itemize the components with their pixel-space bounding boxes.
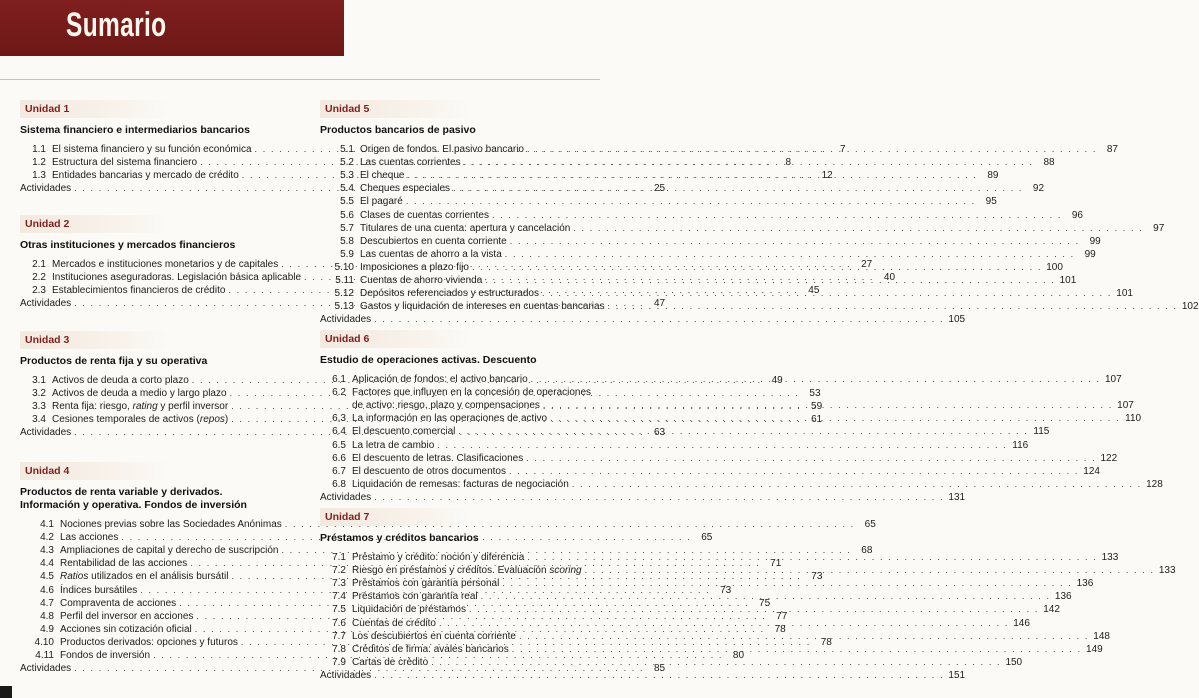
entry-title: Las cuentas de ahorro a la vista — [360, 248, 502, 260]
toc-entry[interactable] — [328, 157, 1055, 170]
page-title: Sumario — [66, 6, 167, 44]
entry-page: 75 — [759, 597, 771, 609]
leader-dots — [539, 288, 1115, 298]
entry-title: Cuentas de crédito — [352, 617, 436, 629]
leader-dots — [450, 183, 1026, 193]
entry-title: Titulares de una cuenta: apertura y cancelación — [360, 222, 571, 234]
activities-page: 131 — [948, 491, 966, 503]
unit-title: Otras instituciones y mercados financieros — [20, 239, 236, 251]
leader-dots — [569, 479, 1145, 489]
entry-page: 97 — [1153, 222, 1165, 234]
activities-entry[interactable] — [320, 314, 966, 327]
activities-page: 105 — [948, 314, 966, 326]
entry-title: El sistema financiero y su función económica — [52, 144, 252, 155]
entry-page: 96 — [1071, 209, 1083, 221]
leader-dots — [605, 301, 1181, 311]
entry-page: 107 — [1104, 374, 1122, 385]
leader-dots — [404, 170, 980, 180]
entry-page: 150 — [1005, 656, 1023, 668]
entry-title: Préstamos con garantía real — [352, 591, 478, 603]
entry-title: Liquidación de préstamos — [352, 604, 466, 616]
leader-dots — [540, 400, 1116, 413]
toc-entry[interactable] — [328, 452, 1118, 466]
entry-title: Créditos de firma: avales bancarios — [352, 643, 509, 655]
entry-title: Mercados e instituciones monetarios y de capitales — [52, 259, 279, 270]
activities-label: Actividades — [20, 663, 72, 675]
unit-label: Unidad 7 — [320, 508, 470, 526]
entry-title: Fondos de inversión — [60, 650, 151, 661]
activities-entry[interactable] — [20, 663, 666, 676]
leader-dots — [428, 657, 1004, 667]
leader-dots — [523, 453, 1099, 463]
entry-title: Riesgo en préstamos y créditos. Evaluación scoring — [352, 565, 582, 577]
unit-label: Unidad 6 — [320, 330, 470, 348]
entry-title: El pagaré — [360, 196, 403, 208]
leader-dots — [461, 157, 1037, 167]
entry-page: 146 — [1013, 617, 1030, 629]
entry-number: 4.7 — [40, 597, 54, 609]
entry-page: 142 — [1043, 604, 1060, 616]
entry-number: 7.5 — [332, 604, 346, 616]
entry-page: 65 — [701, 532, 713, 544]
entry-page: 49 — [771, 375, 783, 386]
entry-title: Aplicación de fondos: el activo bancario — [352, 374, 528, 385]
entry-title: Clases de cuentas corrientes — [360, 209, 489, 221]
entry-title: Nociones previas sobre las Sociedades Anónimas — [60, 519, 282, 530]
activities-page: 151 — [948, 669, 966, 681]
activities-label: Actividades — [320, 491, 372, 503]
entry-title: Préstamo y crédito: noción y diferencia — [352, 552, 525, 563]
entry-number: 4.4 — [40, 558, 54, 570]
entry-number: 7.3 — [332, 578, 346, 590]
entry-title: Activos de deuda a medio y largo plazo — [52, 388, 227, 400]
unit-label: Unidad 3 — [20, 331, 170, 349]
entry-page: 124 — [1083, 465, 1100, 477]
entry-number: 2.1 — [32, 259, 46, 270]
toc-entry[interactable] — [328, 439, 1029, 453]
unit-title: Información y operativa. Fondos de inversión — [20, 499, 247, 511]
entry-page: 107 — [1117, 400, 1134, 412]
entry-title: Entidades bancarias y mercado de crédito — [52, 170, 239, 182]
unit-title: Productos de renta variable y derivados. — [20, 486, 223, 498]
entry-page: 99 — [1084, 248, 1096, 260]
entry-page: 133 — [1101, 552, 1119, 563]
entry-title: El cheque — [360, 170, 405, 182]
entry-title: Cesiones temporales de activos (repos) — [52, 414, 229, 426]
entry-number: 5.3 — [340, 170, 354, 182]
entry-page: 73 — [811, 571, 823, 583]
entry-number: 5.11 — [335, 275, 354, 286]
leader-dots — [469, 262, 1045, 272]
leader-dots — [489, 210, 1065, 220]
entry-page: 101 — [1059, 275, 1077, 286]
entry-number: 7.1 — [332, 552, 346, 563]
entry-page: 59 — [811, 401, 823, 413]
leader-dots — [502, 249, 1078, 259]
entry-number: 1.2 — [32, 157, 46, 169]
entry-number: 6.4 — [332, 426, 346, 438]
entry-title-continued: de activo: riesgo, plazo y compensaciones — [352, 400, 540, 412]
entry-page: 88 — [1043, 157, 1055, 169]
entry-number: 6.5 — [332, 439, 346, 451]
entry-number: 7.6 — [332, 617, 346, 629]
leader-dots — [434, 440, 1010, 450]
leader-dots — [499, 578, 1075, 588]
entry-title: Renta fija: riesgo, rating y perfil inversor — [52, 401, 229, 413]
toc-entry[interactable] — [328, 222, 1165, 236]
entry-page: 77 — [776, 610, 788, 622]
entry-number: 6.2 — [332, 387, 346, 399]
unit-label: Unidad 4 — [20, 462, 170, 480]
entry-page: 115 — [1033, 426, 1050, 438]
entry-page: 116 — [1012, 439, 1029, 451]
entry-number: 6.8 — [332, 478, 346, 490]
entry-number: 6.7 — [332, 465, 346, 477]
entry-number: 4.3 — [40, 545, 54, 557]
entry-title: Índices bursátiles — [60, 584, 138, 596]
entry-number: 7.8 — [332, 643, 346, 655]
leader-dots — [436, 618, 1012, 628]
entry-title: Cuentas de ahorro vivienda — [360, 275, 483, 286]
toc-entry[interactable] — [328, 196, 997, 209]
unit-label: Unidad 2 — [20, 215, 170, 233]
entry-number: 7.7 — [332, 630, 346, 642]
entry-number: 4.2 — [40, 532, 54, 544]
toc-entry[interactable] — [328, 552, 1119, 565]
entry-page: 40 — [883, 272, 896, 284]
entry-page: 110 — [1125, 413, 1142, 425]
entry-title: Descubiertos en cuenta corriente — [360, 235, 507, 247]
leader-dots — [570, 223, 1146, 233]
leader-dots — [455, 426, 1031, 439]
entry-page: 89 — [987, 170, 999, 182]
toc-entry[interactable] — [328, 248, 1096, 262]
entry-number: 1.3 — [32, 170, 46, 182]
entry-number: 2.3 — [32, 285, 46, 297]
activities-label: Actividades — [320, 314, 372, 326]
entry-page: 71 — [770, 558, 782, 570]
toc-entry[interactable] — [328, 144, 1118, 157]
entry-title: Depósitos referenciados y estructurados — [360, 288, 539, 300]
entry-title: Establecimientos financieros de crédito — [52, 285, 226, 297]
entry-number: 3.2 — [32, 388, 46, 400]
entry-title: Las cuentas corrientes — [360, 157, 461, 169]
entry-page: 101 — [1116, 288, 1133, 300]
leader-dots — [516, 631, 1092, 641]
entry-page: 92 — [1032, 183, 1045, 195]
entry-number: 4.1 — [40, 519, 54, 530]
activities-page: 25 — [653, 183, 666, 195]
toc-entry[interactable] — [328, 235, 1101, 249]
leader-dots — [509, 644, 1085, 654]
entry-page: 73 — [720, 584, 732, 596]
entry-page: 78 — [820, 636, 832, 648]
toc-entry[interactable] — [28, 519, 876, 532]
entry-title: Origen de fondos. El pasivo bancario — [360, 144, 524, 155]
entry-number: 5.8 — [340, 235, 354, 247]
entry-number: 2.2 — [32, 272, 46, 284]
leader-dots — [371, 314, 947, 324]
entry-title: Imposiciones a plazo fijo — [360, 261, 469, 273]
leader-dots — [482, 275, 1058, 285]
entry-number: 5.7 — [340, 222, 354, 234]
entry-title: Ampliaciones de capital y derecho de suscripción — [60, 545, 279, 557]
entry-page: 65 — [864, 519, 876, 530]
entry-title: El descuento comercial — [352, 426, 456, 438]
entry-number: 5.13 — [334, 301, 354, 313]
entry-title: Cheques especiales — [360, 183, 451, 195]
entry-page: 68 — [861, 545, 873, 557]
title-banner — [0, 0, 344, 56]
entry-page: 148 — [1093, 630, 1110, 642]
entry-number: 4.5 — [40, 571, 54, 583]
leader-dots — [371, 492, 947, 502]
entry-page: 78 — [774, 623, 786, 635]
entry-title: El descuento de letras. Clasificaciones — [352, 452, 524, 464]
entry-page: 87 — [1106, 144, 1118, 155]
entry-page: 128 — [1146, 478, 1163, 490]
unit-title: Estudio de operaciones activas. Descuento — [320, 354, 537, 366]
entry-page: 7 — [839, 144, 846, 155]
header-divider — [0, 79, 600, 80]
entry-title: Acciones sin cotización oficial — [60, 623, 192, 635]
leader-dots — [466, 604, 1042, 614]
activities-label: Actividades — [320, 669, 372, 681]
entry-title: Gastos y liquidación de intereses en cuentas bancarias — [360, 301, 605, 313]
entry-number: 4.10 — [34, 636, 54, 648]
entry-title: Préstamos con garantía personal — [352, 578, 500, 590]
activities-page: 63 — [653, 427, 666, 439]
leader-dots — [524, 144, 1100, 154]
entry-number: 7.4 — [332, 591, 346, 603]
corner-mark — [0, 686, 12, 698]
leader-dots — [524, 552, 1100, 562]
entry-title: Liquidación de remesas: facturas de negociación — [352, 478, 569, 490]
entry-page: 102 — [1181, 301, 1199, 313]
entry-number: 5.1 — [340, 144, 354, 155]
entry-page: 136 — [1076, 578, 1094, 590]
entry-title: Factores que influyen en la concesión de operaciones — [352, 387, 592, 399]
entry-number: 5.4 — [340, 183, 354, 195]
entry-number: 3.3 — [32, 401, 46, 413]
entry-number: 5.6 — [340, 209, 354, 221]
entry-number: 7.2 — [332, 565, 346, 577]
activities-page: 47 — [653, 298, 666, 310]
entry-page: 99 — [1089, 235, 1101, 247]
entry-number: 5.5 — [340, 196, 354, 208]
entry-page: 133 — [1158, 565, 1176, 577]
unit-title: Sistema financiero e intermediarios bancarios — [20, 124, 250, 136]
entry-page: 27 — [861, 259, 873, 270]
entry-number: 4.6 — [40, 584, 54, 596]
activities-label: Actividades — [20, 183, 72, 195]
leader-dots — [506, 466, 1082, 476]
entry-number: 4.9 — [40, 623, 54, 635]
toc-entry[interactable] — [328, 578, 1094, 591]
entry-page: 100 — [1046, 261, 1063, 273]
leader-dots — [547, 413, 1123, 426]
toc-entry[interactable] — [328, 387, 592, 400]
entry-title: Productos derivados: opciones y futuros — [60, 636, 238, 648]
entry-number: 6.6 — [332, 452, 346, 464]
entry-title: Instituciones aseguradoras. Legislación básica aplicable — [52, 272, 302, 284]
toc-entry[interactable] — [328, 209, 1083, 223]
entry-page: 136 — [1054, 591, 1072, 603]
entry-number: 3.4 — [32, 414, 46, 426]
entry-number: 6.3 — [332, 413, 346, 425]
entry-number: 3.1 — [32, 375, 46, 386]
unit-label: Unidad 1 — [20, 100, 170, 118]
entry-page: 45 — [808, 285, 820, 297]
unit-title: Productos bancarios de pasivo — [320, 124, 476, 136]
entry-title: Compraventa de acciones — [60, 597, 177, 609]
leader-dots — [528, 374, 1104, 384]
entry-title: La información en las operaciones de activo — [352, 413, 548, 425]
entry-number: 5.12 — [334, 288, 354, 300]
entry-page: 8 — [785, 157, 792, 169]
entry-title: Rentabilidad de las acciones — [60, 558, 188, 570]
entry-number: 5.10 — [334, 261, 354, 273]
entry-title: La letra de cambio — [352, 439, 435, 451]
entry-number: 1.1 — [32, 144, 46, 155]
entry-page: 149 — [1086, 643, 1103, 655]
entry-number: 5.9 — [340, 248, 354, 260]
leader-dots — [507, 236, 1083, 246]
entry-number: 7.9 — [332, 656, 346, 668]
activities-label: Actividades — [20, 427, 72, 439]
leader-dots — [371, 670, 947, 680]
unit-title: Préstamos y créditos bancarios — [320, 532, 479, 544]
leader-dots — [582, 565, 1158, 575]
entry-title: Cartas de crédito — [352, 656, 429, 668]
entry-page: 95 — [985, 196, 997, 208]
entry-title: Los descubiertos en cuenta corriente — [352, 630, 516, 642]
leader-dots — [478, 591, 1054, 601]
activities-label: Actividades — [20, 298, 72, 310]
toc-entry[interactable] — [328, 478, 1163, 492]
entry-title: Activos de deuda a corto plazo — [52, 375, 189, 386]
entry-title: El descuento de otros documentos — [352, 465, 506, 477]
entry-page: 61 — [811, 414, 823, 426]
entry-page: 122 — [1100, 452, 1118, 464]
entry-title: Perfil del inversor en acciones — [60, 610, 194, 622]
activities-entry[interactable] — [320, 491, 966, 505]
entry-title: Estructura del sistema financiero — [52, 157, 198, 169]
entry-number: 6.1 — [332, 374, 346, 385]
toc-entry[interactable] — [328, 465, 1100, 479]
unit-title: Productos de renta fija y su operativa — [20, 355, 208, 367]
leader-dots — [403, 196, 979, 206]
unit-label: Unidad 5 — [320, 100, 470, 118]
entry-page: 80 — [732, 650, 745, 661]
entry-title: Ratios utilizados en el análisis bursátil — [60, 571, 229, 583]
entry-page: 53 — [809, 388, 821, 400]
entry-page: 12 — [821, 170, 833, 182]
entry-number: 4.8 — [40, 610, 54, 622]
entry-title: Las acciones — [60, 532, 119, 544]
activities-page: 85 — [653, 663, 666, 675]
entry-number: 5.2 — [340, 157, 354, 169]
entry-number: 4.11 — [35, 650, 54, 661]
